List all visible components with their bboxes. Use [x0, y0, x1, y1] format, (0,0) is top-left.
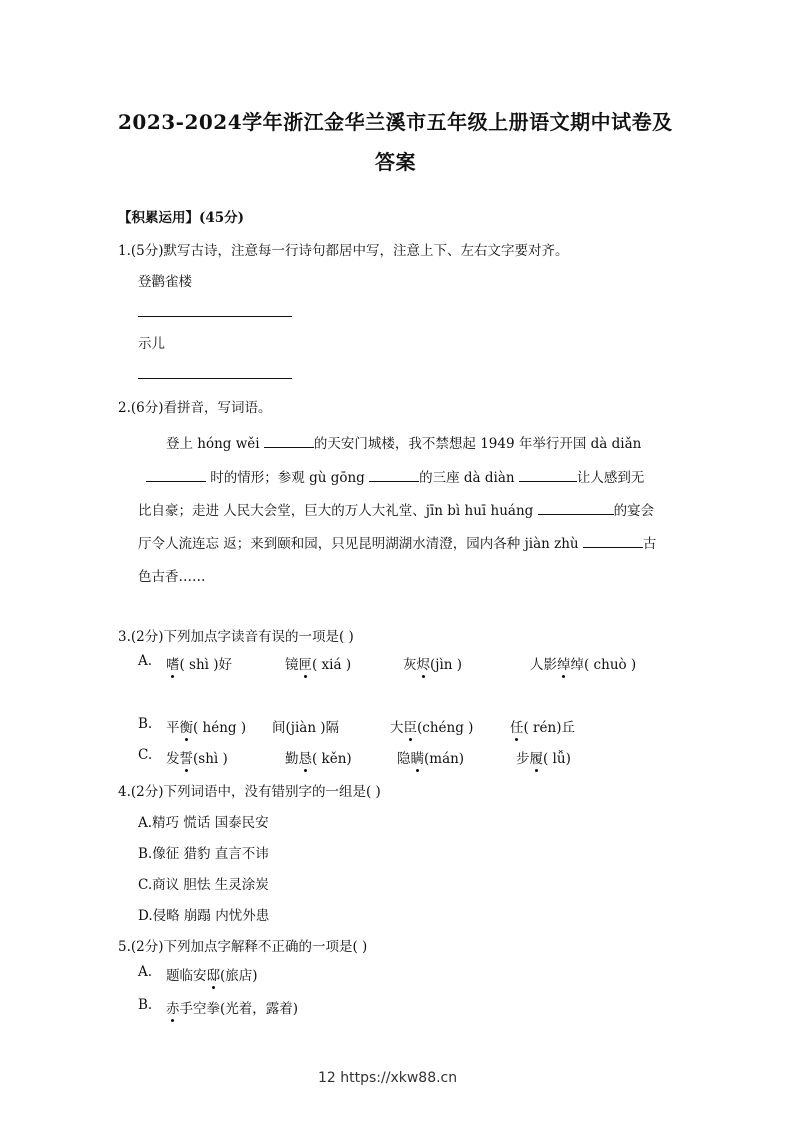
- q4-option-c[interactable]: C.商议 胆怯 生灵涂炭: [138, 877, 269, 893]
- q1-poem2-title: 示儿: [138, 336, 165, 352]
- q3-option-a-item1: 嗜( shì )好: [166, 653, 232, 673]
- q2-line1: [166, 432, 641, 452]
- dotted-char: 衡: [180, 716, 194, 736]
- page-footer: 12 https://xkw88.cn: [318, 1070, 458, 1086]
- q5-option-b-label: B.: [138, 997, 153, 1013]
- q3-option-b-label: B.: [138, 716, 153, 732]
- q2-blank-4[interactable]: [519, 467, 577, 482]
- q3-option-a-item4: 人影绰绰( chuò ): [530, 653, 636, 673]
- q4-stem: 4.(2分)下列词语中，没有错别字的一组是( ): [118, 784, 381, 800]
- dotted-char: 誓: [180, 747, 194, 767]
- dotted-char: 匣: [299, 653, 313, 673]
- dotted-char: 臣: [404, 716, 418, 736]
- q3-option-c-item2: 勤恳( kěn): [285, 747, 352, 767]
- dotted-char: 嗜: [166, 653, 180, 673]
- dotted-char: 履: [530, 747, 544, 767]
- q3-option-c-label: C.: [138, 747, 153, 763]
- q3-option-b-item1: 平衡( héng ): [166, 716, 246, 736]
- q4-option-a[interactable]: A.精巧 慌话 国泰民安: [138, 815, 269, 831]
- dotted-char: 邸: [207, 964, 221, 984]
- q1-poem2-answer-line[interactable]: [138, 378, 292, 379]
- q3-option-b-item2: 间(jiàn )隔: [272, 720, 340, 736]
- section-heading: 【积累运用】(45分): [118, 210, 245, 226]
- q1-poem1-answer-line[interactable]: [138, 316, 292, 317]
- q3-option-c-item3: 隐瞒(mán): [397, 747, 464, 767]
- dotted-char: 绰: [557, 653, 571, 673]
- page-title-line2: 答案: [375, 150, 416, 174]
- dotted-char: 瞒: [411, 747, 425, 767]
- q5-option-b[interactable]: 赤手空拳(光着，露着): [166, 997, 298, 1017]
- q2-line3-b: 的宴会: [613, 503, 655, 519]
- q5-option-a[interactable]: 题临安邸(旅店): [166, 964, 258, 984]
- dotted-char: 任: [510, 716, 524, 736]
- dotted-char: 恳: [299, 747, 313, 767]
- q3-option-b-item4: 任( rén)丘: [510, 716, 575, 736]
- q2-line2-b: 的三座 dà diàn: [419, 470, 519, 486]
- dotted-char: 赤: [166, 997, 180, 1017]
- q3-stem: 3.(2分)下列加点字读音有误的一项是( ): [118, 629, 354, 645]
- q2-line1-b: 的天安门城楼，我不禁想起 1949 年举行开国 dà diǎn: [313, 436, 642, 452]
- q1-poem1-title: 登鹳雀楼: [138, 274, 192, 290]
- q2-line1-a: 登上 hóng wěi: [166, 436, 264, 452]
- q4-option-b[interactable]: B.像征 猎豹 直言不讳: [138, 846, 269, 862]
- q5-option-a-label: A.: [138, 964, 153, 980]
- q5-stem: 5.(2分)下列加点字解释不正确的一项是( ): [118, 939, 368, 955]
- q2-line3: [138, 499, 654, 519]
- q2-stem: 2.(6分)看拼音，写词语。: [118, 400, 272, 416]
- q4-option-d[interactable]: D.侵略 崩蹋 内忧外患: [138, 908, 270, 924]
- q2-line3-a: 比自豪；走进 人民大会堂，巨大的万人大礼堂、jīn bì huī huáng: [138, 503, 538, 519]
- q2-line5: 色古香……: [138, 569, 206, 585]
- q2-line2-c: 让人感到无: [576, 470, 645, 486]
- q3-option-c-item1: 发誓(shì ): [166, 747, 228, 767]
- q2-line2-a: 时的情形；参观 gù gōng: [206, 470, 370, 486]
- q1-stem: 1.(5分)默写古诗，注意每一行诗句都居中写，注意上下、左右文字要对齐。: [118, 243, 569, 259]
- q3-option-c-item4: 步履( lǚ): [516, 747, 571, 767]
- q2-line4: [138, 532, 656, 552]
- q2-line4-b: 古: [642, 536, 657, 552]
- q3-option-a-item2: 镜匣( xiá ): [285, 653, 351, 673]
- page-title-line1: 2023-2024学年浙江金华兰溪市五年级上册语文期中试卷及: [118, 110, 673, 134]
- q2-blank-3[interactable]: [369, 467, 419, 482]
- q2-blank-2[interactable]: [146, 467, 206, 482]
- q2-line2: [146, 466, 644, 486]
- q2-line4-a: 厅令人流连忘 返；来到颐和园，只见昆明湖湖水清澄，园内各种 jiàn zhù: [138, 536, 583, 552]
- q2-blank-1[interactable]: [264, 433, 314, 448]
- q2-blank-6[interactable]: [583, 533, 643, 548]
- q3-option-a-item3: 灰烬(jìn ): [403, 653, 462, 673]
- q3-option-a-label: A.: [138, 653, 153, 669]
- q3-option-b-item3: 大臣(chéng ): [390, 716, 473, 736]
- dotted-char: 烬: [417, 653, 431, 673]
- q2-blank-5[interactable]: [538, 500, 614, 515]
